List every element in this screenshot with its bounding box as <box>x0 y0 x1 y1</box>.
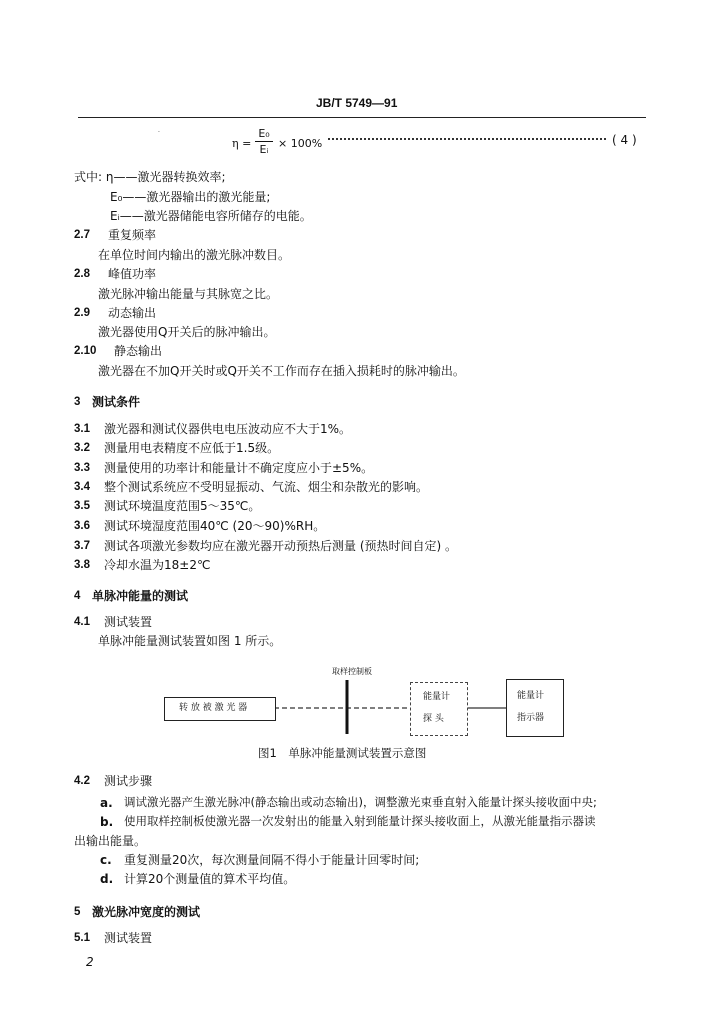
figure-1-diagram <box>160 668 580 738</box>
item-3-6-text: 测试环境湿度范围40℃ (20～90)%RH。 <box>104 519 326 533</box>
step-c-label: c. <box>100 853 112 867</box>
section-4-1-body: 单脉冲能量测试装置如图 1 所示。 <box>98 634 282 648</box>
formula-numerator: E₀ <box>258 127 270 140</box>
section-4-number: 4 <box>74 590 81 602</box>
indicator-label-line2: 指示器 <box>517 713 545 723</box>
step-d-text: 计算20个测量值的算术平均值。 <box>124 872 296 886</box>
section-2-8-number: 2.8 <box>74 268 90 280</box>
formula-lhs: η = <box>232 137 252 150</box>
item-3-4-text: 整个测试系统应不受明显振动、气流、烟尘和杂散光的影响。 <box>104 480 429 494</box>
item-3-3-text: 测量使用的功率计和能量计不确定度应小于±5%。 <box>104 461 374 475</box>
section-4-1-title: 测试装置 <box>104 615 153 629</box>
header-rule <box>78 117 646 118</box>
item-3-8-text: 冷却水温为18±2℃ <box>104 558 211 572</box>
item-3-4-number: 3.4 <box>74 481 90 493</box>
item-3-5-text: 测试环境温度范围5～35℃。 <box>104 499 261 513</box>
section-2-8-body: 激光脉冲输出能量与其脉宽之比。 <box>98 287 279 301</box>
item-3-5-number: 3.5 <box>74 500 90 512</box>
item-3-2-text: 测量用电表精度不应低于1.5级。 <box>104 441 280 455</box>
section-5-number: 5 <box>74 906 81 918</box>
step-a-text: 调试激光器产生激光脉冲(静态输出或动态输出)，调整激光束垂直射入能量计探头接收面中央; <box>124 795 597 809</box>
formula-fraction <box>255 128 273 155</box>
section-2-7-number: 2.7 <box>74 229 90 241</box>
item-3-1-text: 激光器和测试仪器供电电压波动应不大于1%。 <box>104 422 352 436</box>
indicator-label-line1: 能量计 <box>517 691 545 701</box>
section-2-9-number: 2.9 <box>74 307 90 319</box>
section-5-1-number: 5.1 <box>74 932 90 944</box>
probe-box <box>410 682 468 736</box>
figure-1-caption: 图1 单脉冲能量测试装置示意图 <box>258 746 427 760</box>
section-2-10-body: 激光器在不加Q开关时或Q开关不工作而存在插入损耗时的脉冲输出。 <box>98 364 465 378</box>
section-2-7-body: 在单位时间内输出的激光脉冲数目。 <box>98 248 291 262</box>
probe-label-line1: 能量计 <box>423 692 451 702</box>
formula-eq-number: ( 4 ) <box>612 133 637 147</box>
section-2-9-title: 动态输出 <box>108 306 157 320</box>
standard-code-header: JB/T 5749—91 <box>316 96 398 110</box>
probe-label-line2: 探 头 <box>423 714 444 724</box>
step-b-label: b. <box>100 815 114 829</box>
sampling-plate-label: 取样控制板 <box>332 667 372 676</box>
step-d-label: d. <box>100 872 114 886</box>
item-3-7-number: 3.7 <box>74 540 90 552</box>
laser-label: 转 放 被 激 光 器 <box>179 703 248 713</box>
item-3-8-number: 3.8 <box>74 559 90 571</box>
formula-denominator: Eᵢ <box>259 143 269 156</box>
section-4-1-number: 4.1 <box>74 616 90 628</box>
item-3-1-number: 3.1 <box>74 423 90 435</box>
section-2-10-number: 2.10 <box>74 345 97 357</box>
where-e0: E₀——激光器输出的激光能量; <box>110 190 271 204</box>
where-ei: Eᵢ——激光器储能电容所储存的电能。 <box>110 209 312 223</box>
step-c-text: 重复测量20次，每次测量间隔不得小于能量计回零时间; <box>124 853 420 867</box>
formula-tail: × 100% <box>278 137 323 150</box>
section-2-10-title: 静态输出 <box>114 344 163 358</box>
step-a-label: a. <box>100 796 113 810</box>
section-2-8-title: 峰值功率 <box>108 267 157 281</box>
section-2-7-title: 重复频率 <box>108 228 157 242</box>
item-3-2-number: 3.2 <box>74 442 90 454</box>
item-3-6-number: 3.6 <box>74 520 90 532</box>
scan-speck: · <box>158 129 160 136</box>
fraction-bar <box>255 141 273 142</box>
section-2-9-body: 激光器使用Q开关后的脉冲输出。 <box>98 325 276 339</box>
section-5-title: 激光脉冲宽度的测试 <box>92 905 201 919</box>
step-b-text: 使用取样控制板使激光器一次发射出的能量入射到能量计探头接收面上，从激光能量指示器读 <box>124 814 596 828</box>
formula-leader-dots <box>328 138 606 140</box>
item-3-3-number: 3.3 <box>74 462 90 474</box>
section-4-2-number: 4.2 <box>74 775 90 787</box>
item-3-7-text: 测试各项激光参数均应在激光器开动预热后测量 (预热时间自定) 。 <box>104 539 457 553</box>
laser-box <box>164 697 276 721</box>
section-5-1-title: 测试装置 <box>104 931 153 945</box>
step-b-continuation: 出输出能量。 <box>74 834 147 848</box>
indicator-box <box>506 679 564 737</box>
section-4-title: 单脉冲能量的测试 <box>92 589 189 603</box>
section-4-2-title: 测试步骤 <box>104 774 153 788</box>
section-3-title: 测试条件 <box>92 395 141 409</box>
page-number: 2 <box>86 955 94 969</box>
section-3-number: 3 <box>74 396 81 408</box>
where-intro: 式中: η——激光器转换效率; <box>74 170 226 184</box>
